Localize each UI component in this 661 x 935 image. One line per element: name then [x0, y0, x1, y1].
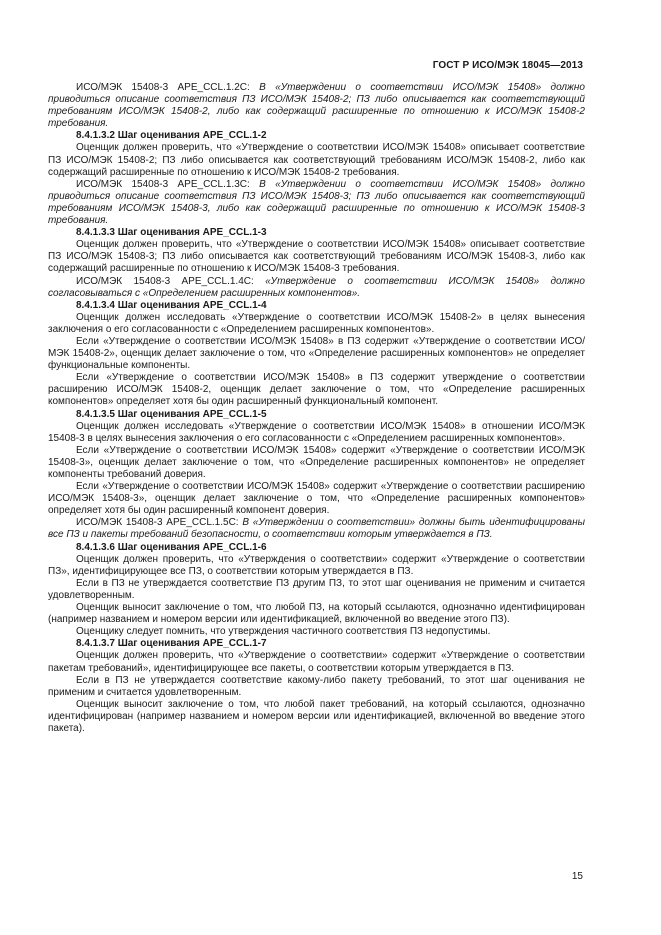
requirement-paragraph: [48, 179, 585, 227]
requirement-paragraph: [48, 276, 585, 300]
body-paragraph: Если «Утверждение о соответствии ИСО/МЭК 15408» содержит «Утверждение о соответствии ИСО/МЭК 15408-3», оценщик делает заключение о том, что «Определение расширенных компонентов» не определяет компоненты требований доверия.: [48, 444, 585, 480]
standard-header: ГОСТ Р ИСО/МЭК 18045—2013: [432, 60, 583, 71]
body-paragraph: Оценщик должен исследовать «Утверждение о соответствии ИСО/МЭК 15408-2» в целях вынесения заключения о его согласованности с «Определением расширенных компонентов».: [48, 311, 585, 335]
body-paragraph: Оценщику следует помнить, что утверждения частичного соответствия ПЗ недопустимы.: [76, 626, 491, 638]
requirement-text: В «Утверждении о соответствии» должны быть идентифицированы все ПЗ и пакеты требований безопасности, о соответствии которым утверждается в ПЗ.: [48, 517, 585, 541]
body-paragraph: Оценщик должен исследовать «Утверждение о соответствии ИСО/МЭК 15408» в отношении ИСО/МЭК 15408-3 в целях вынесения заключения о его согласованности с «Определением расширенных компонентов».: [48, 420, 585, 444]
body-paragraph: Оценщик должен проверить, что «Утверждения о соответствии» содержит «Утверждение о соответствии ПЗ», идентифицирующее все ПЗ, о соответствии которым утверждается в ПЗ.: [48, 553, 585, 577]
body-paragraph: Оценщик должен проверить, что «Утверждение о соответствии ИСО/МЭК 15408» описывает соответствие ПЗ ИСО/МЭК 15408-2; ПЗ либо описывается как соответствующий требованиям ИСО/МЭК 15408-2, либо как содержащий расширенные по отношению к ИСО/МЭК 15408-2 требования.: [48, 142, 585, 178]
requirement-reference: ИСО/МЭК 15408-3 APE_CCL.1.5C:: [76, 517, 243, 529]
requirement-paragraph: [48, 517, 585, 541]
section-heading: 8.4.1.3.5 Шаг оценивания APE_CCL.1-5: [76, 408, 267, 420]
body-paragraph: Оценщик должен проверить, что «Утверждение о соответствии» содержит «Утверждение о соответствии пакетам требований», идентифицирующее все пакеты, о соответствии которым утверждается в ПЗ.: [48, 650, 585, 674]
section-heading: 8.4.1.3.2 Шаг оценивания APE_CCL.1-2: [76, 130, 267, 142]
body-paragraph: Если «Утверждение о соответствии ИСО/МЭК 15408» в ПЗ содержит «Утверждение о соответствии ИСО/МЭК 15408-2», оценщик делает заключение о том, что «Определение расширенных компонентов» не определяет функциональные компоненты.: [48, 335, 585, 372]
requirement-reference: ИСО/МЭК 15408-3 APE_CCL.1.4C:: [76, 275, 266, 287]
body-paragraph: Если в ПЗ не утверждается соответствие ПЗ другим ПЗ, то этот шаг оценивания не применим и считается удовлетворенным.: [48, 577, 585, 601]
section-heading: 8.4.1.3.4 Шаг оценивания APE_CCL.1-4: [76, 299, 267, 311]
body-paragraph: Если в ПЗ не утверждается соответствие какому-либо пакету требований, то этот шаг оценивания не применим и считается удовлетворенным.: [48, 674, 585, 698]
section-heading: 8.4.1.3.3 Шаг оценивания APE_CCL.1-3: [76, 227, 267, 239]
requirement-paragraph: [48, 82, 585, 130]
requirement-text: «Утверждение о соответствии ИСО/МЭК 15408» должно согласовываться с «Определением расширенных компонентов».: [48, 275, 585, 299]
requirement-text: В «Утверждении о соответствии ИСО/МЭК 15408» должно приводиться описание соответствия ПЗ ИСО/МЭК 15408-3; ПЗ либо описывается как соответствующий требованиям ИСО/МЭК 15408-3, либо как содержащий расширенные по отношению к ИСО/МЭК 15408-3 требования.: [48, 178, 585, 227]
body-paragraph: Оценщик выносит заключение о том, что любой ПЗ, на который ссылаются, однозначно идентифицирован (например названием и номером версии или идентификацией, включенной во введение этого ПЗ).: [48, 602, 585, 626]
section-heading: 8.4.1.3.7 Шаг оценивания APE_CCL.1-7: [76, 638, 267, 650]
section-heading: 8.4.1.3.6 Шаг оценивания APE_CCL.1-6: [76, 541, 267, 553]
body-paragraph: Если «Утверждение о соответствии ИСО/МЭК 15408» содержит «Утверждение о соответствии расширению ИСО/МЭК 15408-3», оценщик делает заключение о том, что «Определение расширенных компонентов» определяет хотя бы один расширенный компонент доверия.: [48, 481, 585, 517]
page-number: 15: [571, 871, 583, 882]
body-paragraph: Оценщик должен проверить, что «Утверждение о соответствии ИСО/МЭК 15408» описывает соответствие ПЗ ИСО/МЭК 15408-3; ПЗ либо описывается как соответствующий требованиям ИСО/МЭК 15408-3, либо как содержащий расширенные по отношению к ИСО/МЭК 15408-3 требования.: [48, 239, 585, 275]
requirement-reference: ИСО/МЭК 15408-3 APE_CCL.1.2C:: [76, 82, 260, 93]
requirement-text: В «Утверждении о соответствии ИСО/МЭК 15408» должно приводиться описание соответствия ПЗ ИСО/МЭК 15408-2; ПЗ либо описывается как соответствующий требованиям ИСО/МЭК 15408-2, либо как содержащий расширенные по отношению к ИСО/МЭК 15408-2 требования.: [48, 82, 585, 130]
body-paragraph: Оценщик выносит заключение о том, что любой пакет требований, на который ссылаются, однозначно идентифицирован (например названием и номером версии или идентификацией, включенной во введение этого пакета).: [48, 698, 585, 734]
requirement-reference: ИСО/МЭК 15408-3 APE_CCL.1.3C:: [76, 178, 260, 190]
document-body: [48, 82, 585, 735]
body-paragraph: Если «Утверждение о соответствии ИСО/МЭК 15408» в ПЗ содержит утверждение о соответствии расширению ИСО/МЭК 15408-2, оценщик делает заключение о том, что «Определение расширенных компонентов» определяет хотя бы один расширенный функциональный компонент.: [48, 372, 585, 408]
